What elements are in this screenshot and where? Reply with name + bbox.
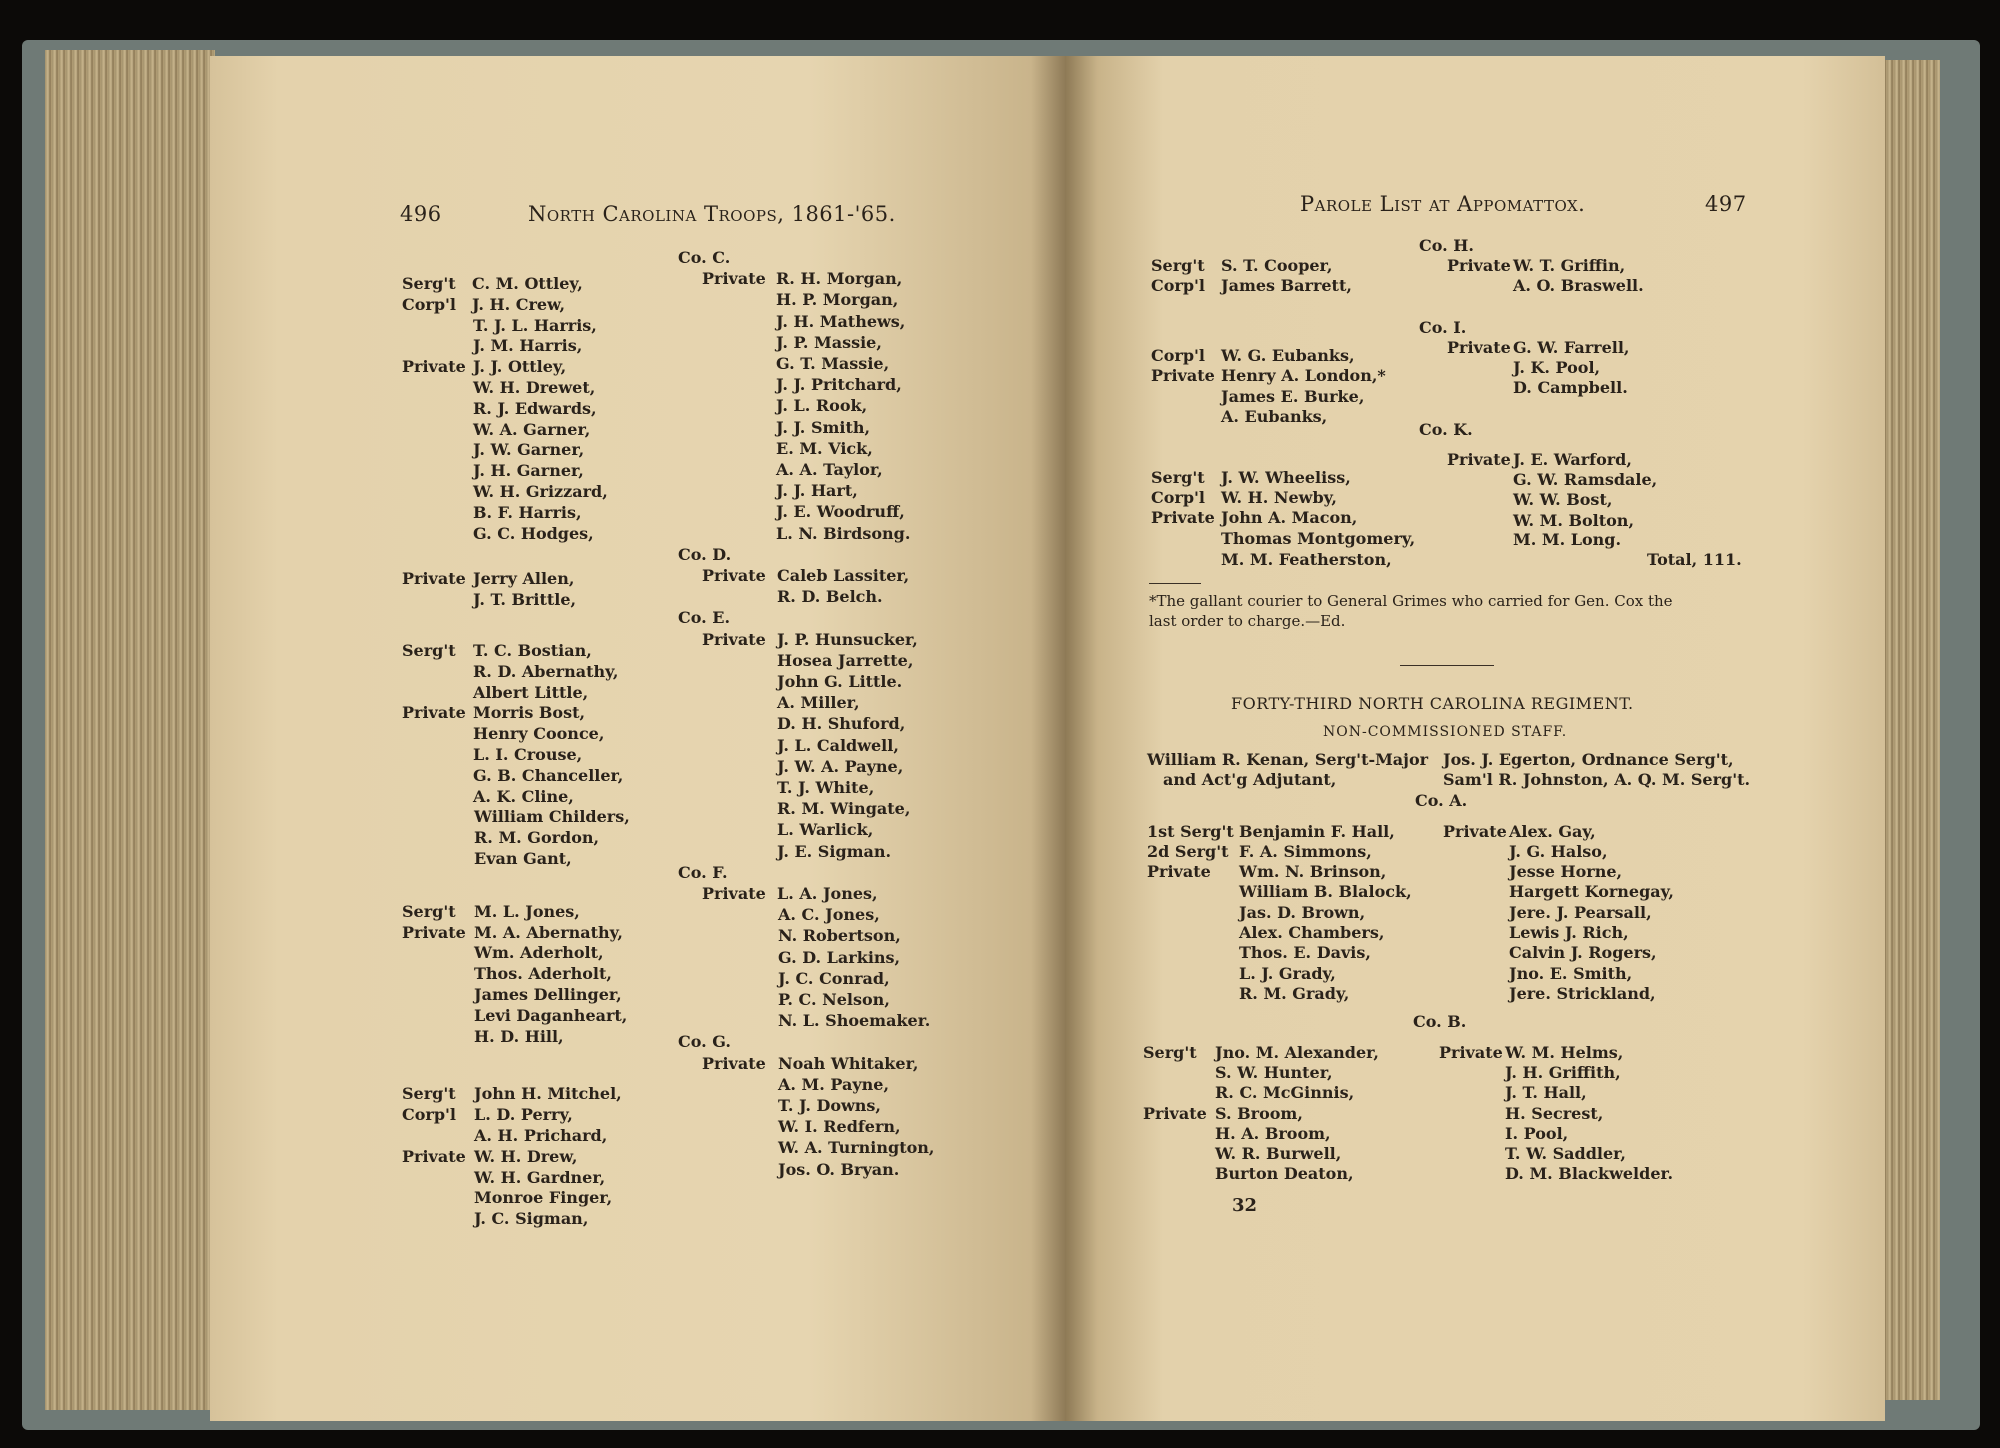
soldier-name: J. P. Hunsucker, [777, 630, 918, 649]
soldier-name: J. H. Mathews, [776, 312, 906, 331]
soldier-name: R. C. McGinnis, [1215, 1083, 1355, 1102]
soldier-name: J. H. Garner, [473, 461, 584, 480]
soldier-name: A. A. Taylor, [776, 460, 883, 479]
soldier-name: F. A. Simmons, [1239, 842, 1372, 861]
rank-label: Private [1151, 508, 1215, 527]
soldier-name: Morris Bost, [473, 703, 586, 722]
soldier-name: William Childers, [474, 807, 630, 826]
soldier-name: G. B. Chanceller, [473, 766, 624, 785]
soldier-name: G. W. Farrell, [1513, 338, 1630, 357]
soldier-name: R. M. Wingate, [777, 799, 911, 818]
section-rule [1400, 665, 1494, 666]
soldier-name: A. Eubanks, [1221, 407, 1328, 426]
company-heading: Co. H. [1419, 236, 1474, 255]
soldier-name: D. Campbell. [1513, 378, 1628, 397]
soldier-name: John G. Little. [777, 672, 903, 691]
soldier-name: Jere. Strickland, [1509, 984, 1656, 1003]
soldier-name: James E. Burke, [1221, 387, 1365, 406]
soldier-name: T. W. Saddler, [1505, 1144, 1626, 1163]
rank-label: Private [702, 566, 766, 585]
rank-label: Private [702, 1054, 766, 1073]
soldier-name: Henry Coonce, [473, 724, 605, 743]
footnote-line-2: last order to charge.—Ed. [1149, 612, 1346, 630]
soldier-name: R. H. Morgan, [776, 269, 903, 288]
staff-title: NON-COMMISSIONED STAFF. [1323, 724, 1568, 740]
soldier-name: Alex. Chambers, [1239, 923, 1385, 942]
soldier-name: J. E. Sigman. [777, 842, 892, 861]
soldier-name: W. A. Garner, [473, 420, 591, 439]
soldier-name: W. H. Newby, [1221, 488, 1337, 507]
soldier-name: A. Miller, [777, 693, 860, 712]
soldier-name: W. H. Gardner, [474, 1168, 606, 1187]
rank-label: Corp'l [402, 295, 456, 314]
soldier-name: J. J. Ottley, [473, 357, 567, 376]
soldier-name: T. J. White, [777, 778, 875, 797]
rank-label: Serg't [402, 902, 456, 921]
soldier-name: R. M. Grady, [1239, 984, 1350, 1003]
company-heading: Co. D. [678, 545, 732, 564]
co-a-heading: Co. A. [1415, 791, 1468, 810]
soldier-name: J. P. Massie, [776, 333, 882, 352]
soldier-name: M. M. Featherston, [1221, 550, 1392, 569]
rank-label: Private [1147, 862, 1211, 881]
soldier-name: B. F. Harris, [473, 503, 582, 522]
company-heading: Co. F. [678, 863, 728, 882]
rank-label: Corp'l [1151, 276, 1205, 295]
company-heading: Co. G. [678, 1032, 731, 1051]
footnote-line-1: *The gallant courier to General Grimes who carried for Gen. Cox the [1149, 592, 1673, 610]
rank-label: Private [1151, 366, 1215, 385]
soldier-name: A. K. Cline, [473, 787, 574, 806]
soldier-name: C. M. Ottley, [472, 274, 583, 293]
soldier-name: H. Secrest, [1505, 1104, 1604, 1123]
company-heading: Co. E. [678, 608, 731, 627]
soldier-name: Lewis J. Rich, [1509, 923, 1629, 942]
soldier-name: J. W. Garner, [473, 440, 585, 459]
soldier-name: H. P. Morgan, [776, 290, 899, 309]
rank-label: Private [1143, 1104, 1207, 1123]
soldier-name: J. M. Harris, [473, 336, 583, 355]
soldier-name: Monroe Finger, [474, 1188, 613, 1207]
soldier-name: T. C. Bostian, [473, 641, 592, 660]
soldier-name: Alex. Gay, [1509, 822, 1596, 841]
soldier-name: Hargett Kornegay, [1509, 882, 1674, 901]
soldier-name: S. T. Cooper, [1221, 256, 1333, 275]
soldier-name: Thos. E. Davis, [1239, 943, 1371, 962]
soldier-name: J. K. Pool, [1513, 358, 1601, 377]
soldier-name: Levi Daganheart, [474, 1006, 628, 1025]
soldier-name: J. L. Caldwell, [777, 736, 899, 755]
soldier-name: A. O. Braswell. [1513, 276, 1644, 295]
right-running-title: Parole List at Appomattox. [1300, 192, 1586, 216]
rank-label: Private [402, 1147, 466, 1166]
rank-label: Private [402, 357, 466, 376]
soldier-name: Noah Whitaker, [778, 1054, 919, 1073]
rank-label: Private [1447, 338, 1511, 357]
soldier-name: Albert Little, [473, 683, 589, 702]
left-page [210, 56, 1065, 1421]
soldier-name: J. G. Halso, [1509, 842, 1608, 861]
soldier-name: E. M. Vick, [776, 439, 873, 458]
soldier-name: L. Warlick, [777, 820, 874, 839]
soldier-name: M. A. Abernathy, [474, 923, 623, 942]
soldier-name: R. M. Gordon, [474, 828, 600, 847]
soldier-name: W. I. Redfern, [778, 1117, 901, 1136]
right-page [1065, 56, 1885, 1421]
soldier-name: L. A. Jones, [777, 884, 878, 903]
soldier-name: John H. Mitchel, [474, 1084, 622, 1103]
rank-label: Private [702, 630, 766, 649]
rank-label: Private [1443, 822, 1507, 841]
page-edges-right [1880, 60, 1940, 1400]
staff-right-2: Sam'l R. Johnston, A. Q. M. Serg't. [1443, 770, 1751, 789]
rank-label: Private [402, 569, 466, 588]
soldier-name: L. I. Crouse, [473, 745, 583, 764]
staff-right-1: Jos. J. Egerton, Ordnance Serg't, [1443, 750, 1734, 769]
rank-label: 1st Serg't [1147, 822, 1234, 841]
soldier-name: William B. Blalock, [1239, 882, 1412, 901]
rank-label: Serg't [1151, 256, 1205, 275]
soldier-name: W. H. Drew, [474, 1147, 578, 1166]
co-b-heading: Co. B. [1413, 1012, 1467, 1031]
soldier-name: J. C. Conrad, [778, 969, 890, 988]
soldier-name: J. T. Hall, [1505, 1083, 1587, 1102]
soldier-name: H. D. Hill, [474, 1027, 564, 1046]
soldier-name: Thomas Montgomery, [1221, 529, 1416, 548]
soldier-name: Henry A. London,* [1221, 366, 1386, 385]
soldier-name: A. H. Prichard, [474, 1126, 608, 1145]
rank-label: Serg't [1151, 468, 1205, 487]
staff-left-1: William R. Kenan, Serg't-Major [1147, 750, 1429, 769]
soldier-name: W. T. Griffin, [1513, 256, 1626, 275]
soldier-name: J. E. Woodruff, [776, 502, 905, 521]
soldier-name: M. M. Long. [1513, 530, 1622, 549]
soldier-name: G. T. Massie, [776, 354, 890, 373]
soldier-name: H. A. Broom, [1215, 1124, 1331, 1143]
soldier-name: I. Pool, [1505, 1124, 1569, 1143]
soldier-name: J. J. Hart, [776, 481, 858, 500]
soldier-name: Caleb Lassiter, [777, 566, 910, 585]
regiment-title: FORTY-THIRD NORTH CAROLINA REGIMENT. [1231, 694, 1634, 713]
signature-mark: 32 [1232, 1195, 1258, 1216]
soldier-name: D. H. Shuford, [777, 714, 906, 733]
soldier-name: L. N. Birdsong. [776, 524, 911, 543]
soldier-name: W. A. Turnington, [778, 1138, 935, 1157]
soldier-name: W. H. Drewet, [473, 378, 596, 397]
rank-label: Private [1447, 256, 1511, 275]
footnote-rule [1149, 583, 1201, 584]
soldier-name: J. L. Rook, [776, 396, 868, 415]
soldier-name: R. D. Belch. [777, 587, 883, 606]
soldier-name: Wm. N. Brinson, [1239, 862, 1387, 881]
soldier-name: Thos. Aderholt, [474, 964, 612, 983]
soldier-name: Hosea Jarrette, [777, 651, 914, 670]
soldier-name: W. M. Helms, [1505, 1043, 1624, 1062]
soldier-name: G. W. Ramsdale, [1513, 470, 1658, 489]
soldier-name: N. Robertson, [778, 926, 901, 945]
soldier-name: J. J. Pritchard, [776, 375, 902, 394]
soldier-name: M. L. Jones, [474, 902, 580, 921]
rank-label: Serg't [1143, 1043, 1197, 1062]
soldier-name: P. C. Nelson, [778, 990, 890, 1009]
page-edges-left [45, 50, 215, 1410]
staff-left-2: and Act'g Adjutant, [1163, 770, 1337, 789]
soldier-name: Jere. J. Pearsall, [1509, 903, 1652, 922]
soldier-name: S. W. Hunter, [1215, 1063, 1333, 1082]
soldier-name: T. J. L. Harris, [473, 316, 597, 335]
rank-label: Corp'l [1151, 346, 1205, 365]
soldier-name: Wm. Aderholt, [474, 943, 604, 962]
soldier-name: W. M. Bolton, [1513, 511, 1635, 530]
soldier-name: A. M. Payne, [778, 1075, 890, 1094]
soldier-name: John A. Macon, [1221, 508, 1358, 527]
soldier-name: Jas. D. Brown, [1239, 903, 1366, 922]
rank-label: Corp'l [402, 1105, 456, 1124]
soldier-name: L. J. Grady, [1239, 964, 1336, 983]
soldier-name: S. Broom, [1215, 1104, 1303, 1123]
soldier-name: J. C. Sigman, [474, 1209, 589, 1228]
company-heading: Co. K. [1419, 420, 1473, 439]
rank-label: Corp'l [1151, 488, 1205, 507]
soldier-name: W. H. Grizzard, [473, 482, 608, 501]
soldier-name: R. D. Abernathy, [473, 662, 619, 681]
total-count: Total, 111. [1647, 550, 1742, 569]
soldier-name: W. G. Eubanks, [1221, 346, 1355, 365]
soldier-name: W. R. Burwell, [1215, 1144, 1342, 1163]
soldier-name: James Barrett, [1221, 276, 1352, 295]
soldier-name: J. H. Crew, [472, 295, 566, 314]
rank-label: Private [1439, 1043, 1503, 1062]
soldier-name: D. M. Blackwelder. [1505, 1164, 1674, 1183]
rank-label: Private [402, 923, 466, 942]
rank-label: Private [402, 703, 466, 722]
soldier-name: Calvin J. Rogers, [1509, 943, 1657, 962]
rank-label: Serg't [402, 641, 456, 660]
soldier-name: T. J. Downs, [778, 1096, 881, 1115]
soldier-name: R. J. Edwards, [473, 399, 597, 418]
rank-label: Serg't [402, 274, 456, 293]
soldier-name: Jno. E. Smith, [1509, 964, 1633, 983]
rank-label: Private [702, 269, 766, 288]
soldier-name: James Dellinger, [474, 985, 622, 1004]
soldier-name: Benjamin F. Hall, [1239, 822, 1395, 841]
left-page-number: 496 [400, 202, 442, 226]
soldier-name: W. W. Bost, [1513, 490, 1613, 509]
soldier-name: Burton Deaton, [1215, 1164, 1354, 1183]
rank-label: Private [1447, 450, 1511, 469]
company-heading: Co. C. [678, 248, 731, 267]
left-running-title: North Carolina Troops, 1861-'65. [528, 202, 896, 226]
soldier-name: Jesse Horne, [1509, 862, 1623, 881]
soldier-name: A. C. Jones, [778, 905, 880, 924]
soldier-name: G. D. Larkins, [778, 948, 901, 967]
soldier-name: J. T. Brittle, [473, 590, 577, 609]
soldier-name: L. D. Perry, [474, 1105, 573, 1124]
rank-label: 2d Serg't [1147, 842, 1229, 861]
rank-label: Private [702, 884, 766, 903]
soldier-name: Jerry Allen, [473, 569, 575, 588]
soldier-name: J. E. Warford, [1513, 450, 1632, 469]
soldier-name: J. J. Smith, [776, 418, 871, 437]
soldier-name: G. C. Hodges, [473, 524, 594, 543]
soldier-name: J. W. A. Payne, [777, 757, 904, 776]
soldier-name: Jos. O. Bryan. [778, 1160, 900, 1179]
soldier-name: Jno. M. Alexander, [1215, 1043, 1379, 1062]
right-page-number: 497 [1705, 192, 1747, 216]
soldier-name: N. L. Shoemaker. [778, 1011, 931, 1030]
soldier-name: J. H. Griffith, [1505, 1063, 1621, 1082]
soldier-name: Evan Gant, [474, 849, 572, 868]
rank-label: Serg't [402, 1084, 456, 1103]
soldier-name: J. W. Wheeliss, [1221, 468, 1351, 487]
company-heading: Co. I. [1419, 318, 1467, 337]
